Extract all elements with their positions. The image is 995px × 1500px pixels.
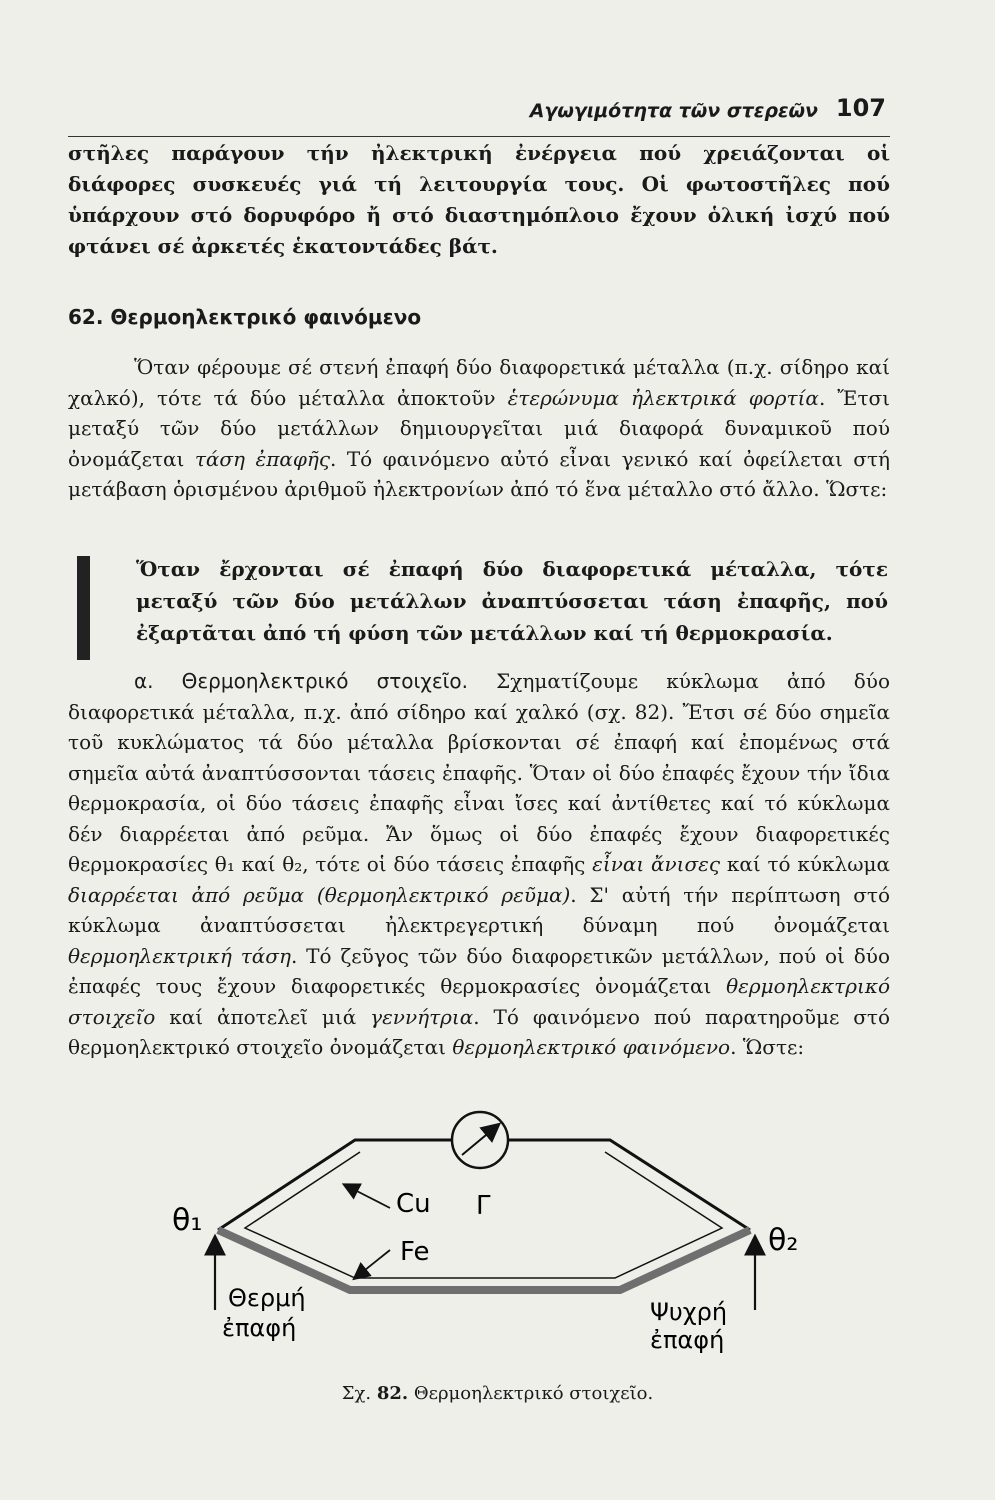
intro-paragraph: στῆλες παράγουν τήν ἠλεκτρική ἐνέργεια πού χρειάζονται οἱ διάφορες συσκευές γιά τή λειτουργία τους. Οἱ φωτοστῆλες πού ὑπάρχουν στό δορυφόρο ἤ στό διαστημόπλοιο ἔχουν ὁλική ἰσχύ πού φτάνει σέ ἀρκετές ἑκατοντάδες βάτ. xyxy=(68,141,890,258)
cold-junction-label-1: Ψυχρή xyxy=(650,1298,728,1326)
text-run: . Τό ζεῦγος τῶν δύο διαφορετικῶν μετάλλων, πού οἱ δύο ἐπαφές τους ἔχουν διαφορετικές θερμοκρασίες ὀνομάζεται xyxy=(68,943,890,998)
text-run: Ὅταν φέρουμε σέ στενή ἐπαφή δύο διαφορετικά μέταλλα (π.χ. σίδηρο καί χαλκό), τότε τά δύο μέταλλα ἀποκτοῦν xyxy=(68,355,890,410)
running-title: Αγωγιμότητα τῶν στερεῶν xyxy=(529,100,818,122)
text-run: καί ἀποτελεῖ μιά xyxy=(155,1004,371,1029)
caption-prefix: Σχ. xyxy=(341,1383,377,1404)
emphasis-run: τάση ἐπαφῆς xyxy=(194,446,331,471)
emphasis-run: γεννήτρια xyxy=(370,1004,474,1029)
emphasis-run: εἶναι ἄνισες xyxy=(592,852,721,876)
hot-junction-label-2: ἐπαφή xyxy=(222,1314,297,1342)
text-run: . Τό φαινόμενο πού παρατηροῦμε στό θερμοηλεκτρικό στοιχεῖο ὀνομάζεται xyxy=(68,1004,890,1059)
paragraph-contact-voltage xyxy=(68,352,890,505)
text-run: . Ἔτσι μεταξύ τῶν δύο μετάλλων δημιουργεῖται μιά διαφορά δυναμικοῦ πού ὀνομάζεται xyxy=(68,385,891,471)
caption-text: Θερμοηλεκτρικό στοιχεῖο. xyxy=(408,1383,654,1404)
emphasis-run: θερμοηλεκτρικό φαινόμενο xyxy=(452,1035,731,1059)
label-gamma: Γ xyxy=(476,1191,491,1221)
label-cu: Cu xyxy=(396,1189,431,1219)
label-theta1: θ₁ xyxy=(172,1203,203,1238)
text-run: . Τό φαινόμενο αὐτό εἶναι γενικό καί ὀφείλεται στή μετάβαση ὁρισμένου ἀριθμοῦ ἠλεκτρονίων ἀπό τό ἕνα μέταλλο στό ἄλλο. Ὥστε: xyxy=(68,446,890,501)
label-fe: Fe xyxy=(400,1237,430,1267)
galvanometer-needle xyxy=(462,1125,498,1155)
cold-junction-label-2: ἐπαφή xyxy=(650,1326,725,1354)
paragraph-thermocouple xyxy=(68,666,890,1063)
hot-junction-label-1: Θερμή xyxy=(228,1284,306,1312)
rule-statement: Ὅταν ἔρχονται σέ ἐπαφή δύο διαφορετικά μέταλλα, τότε μεταξύ τῶν δύο μετάλλων ἀναπτύσσεται τάση ἐπαφῆς, πού ἐξαρτᾶται ἀπό τή φύση τῶν μετάλλων καί τή θερμοκρασία. xyxy=(136,557,888,645)
label-theta2: θ₂ xyxy=(768,1223,799,1258)
rule-margin-bar xyxy=(77,556,90,660)
emphasis-run: θερμοηλεκτρικό στοιχεῖο xyxy=(68,974,890,1029)
fe-pointer-arrow xyxy=(355,1250,390,1278)
subsection-title: α. Θερμοηλεκτρικό στοιχεῖο. xyxy=(134,669,469,693)
text-run: . Σ' αὐτή τήν περίπτωση στό κύκλωμα ἀναπτύσσεται ἠλεκτρεγερτική δύναμη πού ὀνομάζεται xyxy=(68,882,890,937)
figure-caption xyxy=(0,1383,995,1404)
text-run: καί τό κύκλωμα xyxy=(720,852,891,876)
text-run: Σχηματίζουμε κύκλωμα ἀπό δύο διαφορετικά μέταλλα, π.χ. ἀπό σίδηρο καί χαλκό (σχ. 82). Ἔτσι σέ δύο σημεῖα τοῦ κυκλώματος τά δύο μέταλλα βρίσκονται σέ ἐπαφή καί ἐπομένως στά σημεῖα αὐτά ἀναπτύσσονται τάσεις ἐπαφῆς. Ὅταν οἱ δύο ἐπαφές ἔχουν τήν ἴδια θερμοκρασία, οἱ δύο τάσεις ἐπαφῆς εἶναι ἴσες καί ἀντίθετες καί τό κύκλωμα δέν διαρρέεται ἀπό ρεῦμα. Ἄν ὅμως οἱ δύο ἐπαφές ἔχουν διαφορετικές θερμοκρασίες θ₁ καί θ₂, τότε οἱ δύο τάσεις ἐπαφῆς xyxy=(68,669,891,876)
text-run: . Ὥστε: xyxy=(730,1035,805,1059)
thermocouple-figure xyxy=(150,1110,870,1400)
cu-pointer-arrow xyxy=(345,1185,390,1208)
iron-wire xyxy=(218,1230,750,1290)
emphasis-run: θερμοηλεκτρική τάση xyxy=(68,943,291,968)
caption-number: 82. xyxy=(376,1383,409,1404)
copper-wire-right xyxy=(508,1140,750,1230)
section-heading: 62. Θερμοηλεκτρικό φαινόμενο xyxy=(68,305,422,329)
emphasis-run: ἑτερώνυμα ἠλεκτρικά φορτία xyxy=(507,385,819,410)
page-number: 107 xyxy=(835,94,886,122)
page-header xyxy=(68,92,890,137)
emphasis-run: διαρρέεται ἀπό ρεῦμα (θερμοηλεκτρικό ρεῦμα) xyxy=(68,882,571,907)
